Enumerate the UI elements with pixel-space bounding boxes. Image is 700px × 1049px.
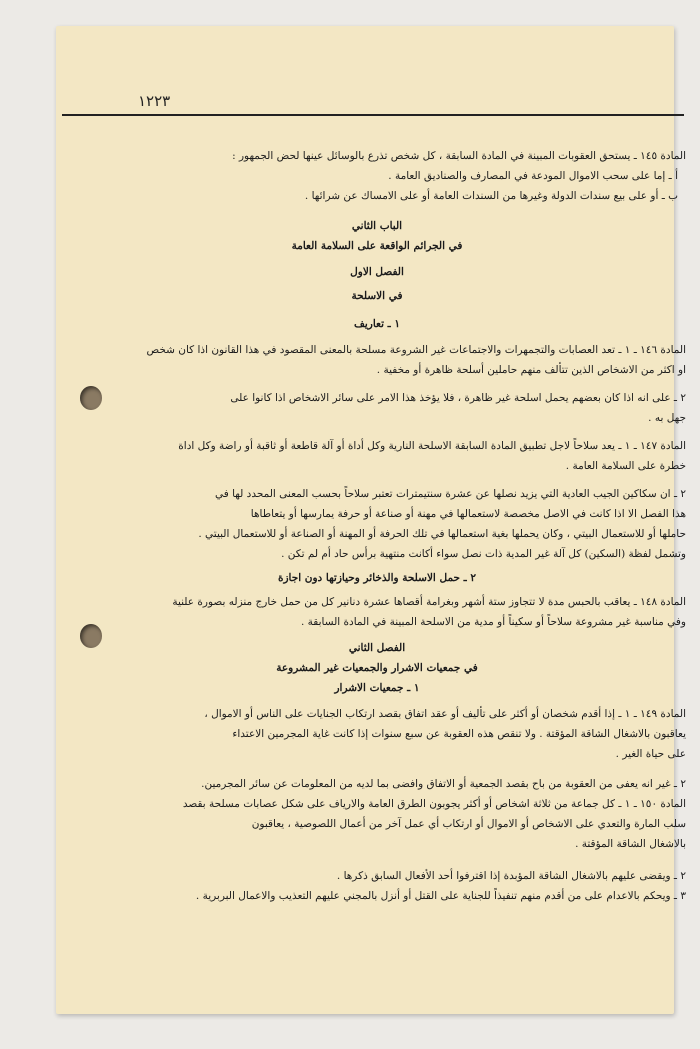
line: وتشمل لفظة (السكين) كل آلة غير المدية ذات نصل سواء أكانت منتهية برأس حاد أم لم تكن .	[281, 548, 686, 560]
line: خطرة على السلامة العامة .	[565, 460, 686, 472]
document-body	[68, 120, 686, 906]
subheading: ٢ ـ حمل الاسلحة والذخائر وحيازتها دون اجازة	[277, 572, 477, 584]
line: وفي مناسبة غير مشروعة سلاحاً أو سكيناً أو مدية من الاسلحة المبينة في المادة السابقة .	[301, 616, 686, 628]
header-rule	[62, 114, 684, 116]
line: ٣ ـ ويحكم بالاعدام على من أقدم منهم تنفيذاً للجناية على القتل أو أنزل بالمجني عليهم التعذيب والاعمال البربرية .	[195, 890, 686, 902]
line: ٢ ـ ويقضى عليهم بالاشغال الشاقة المؤبدة إذا اقترفوا أحد الأفعال السابق ذكرها .	[336, 870, 686, 882]
line: جهل به .	[648, 412, 686, 424]
chapter-heading: الفصل الاول	[350, 266, 404, 278]
line: المادة ١٤٩ ـ ١ ـ إذا أقدم شخصان أو أكثر على تأليف أو عقد اتفاق بقصد ارتكاب الجنايات على الناس أو الاموال ،	[204, 708, 686, 720]
chapter-heading: الفصل الثاني	[348, 642, 406, 654]
line: أ ـ إما على سحب الاموال المودعة في المصارف والصناديق العامة .	[388, 170, 678, 182]
subheading: ١ ـ جمعيات الاشرار	[334, 682, 420, 694]
line: يعاقبون بالاشغال الشاقة المؤقتة . ولا تنقص هذه العقوبة عن سبع سنوات إذا كانت غاية المجرمين الاعتداء	[232, 728, 686, 740]
chapter-heading: في جمعيات الاشرار والجمعيات غير المشروعة	[276, 662, 478, 674]
page-number: ١٢٢٣	[138, 92, 171, 110]
line: المادة ١٤٦ ـ ١ ـ تعد العصابات والتجمهرات والاجتماعات غير الشروعة مسلحة بالمعنى المقصود في هذا القانون اذا كان شخص	[146, 344, 686, 356]
line: حاملها أو للاستعمال البيتي ، وكان يحملها بغية استعمالها في تلك الحرفة أو المهنة أو الصناعة أو للاستعمال البيتي .	[198, 528, 686, 540]
line: ٢ ـ غير انه يعفى من العقوبة من باح بقصد الجمعية أو الاتفاق وافضى بما لديه من المعلومات عن سائر المجرمين.	[201, 778, 686, 790]
line: سلب المارة والتعدي على الاشخاص أو الاموال أو ارتكاب أي عمل آخر من أعمال اللصوصية ، يعاقبون	[251, 818, 686, 830]
section-heading: في الجرائم الواقعة على السلامة العامة	[291, 240, 463, 252]
line: او اكثر من الاشخاص الذين تتألف منهم حاملين أسلحة ظاهرة أو مخفية .	[376, 364, 686, 376]
section-heading: الباب الثاني	[351, 220, 403, 232]
line: ب ـ أو على بيع سندات الدولة وغيرها من السندات العامة أو على الامساك عن شرائها .	[304, 190, 678, 202]
line: المادة ١٤٧ ـ ١ ـ يعد سلاحاً لاجل تطبيق المادة السابقة الاسلحة النارية وكل أداة أو آلة قاطعة أو ثاقبة أو راضة وكل اداة	[178, 440, 686, 452]
line: المادة ١٤٥ ـ يستحق العقوبات المبينة في المادة السابقة ، كل شخص تذرع بالوسائل عينها لحض الجمهور :	[232, 150, 686, 162]
subheading: ١ ـ تعاريف	[353, 318, 401, 330]
chapter-heading: في الاسلحة	[351, 290, 403, 302]
line: هذا الفصل الا اذا كانت في الاصل مخصصة لاستعمالها في مهنة أو صناعة أو حرفة يمارسها أو يتعاطاها	[250, 508, 686, 520]
line: المادة ١٤٨ ـ يعاقب بالحبس مدة لا تتجاوز ستة أشهر وبغرامة أقصاها عشرة دنانير كل من حمل خارج منزله بصورة علنية	[172, 596, 686, 608]
line: على حياة الغير .	[615, 748, 686, 760]
line: ٢ ـ على انه اذا كان بعضهم يحمل اسلحة غير ظاهرة ، فلا يؤخذ هذا الامر على سائر الاشخاص اذا كانوا على	[230, 392, 686, 404]
line: بالاشغال الشاقة المؤقتة .	[575, 838, 686, 850]
line: ٢ ـ ان سكاكين الجيب العادية التي يزيد نصلها عن عشرة سنتيمترات تعتبر سلاحاً بحسب المعنى المحدد لها في	[215, 488, 686, 500]
line: المادة ١٥٠ ـ ١ ـ كل جماعة من ثلاثة اشخاص أو أكثر يجوبون الطرق العامة والارياف على شكل عصابات مسلحة بقصد	[182, 798, 686, 810]
